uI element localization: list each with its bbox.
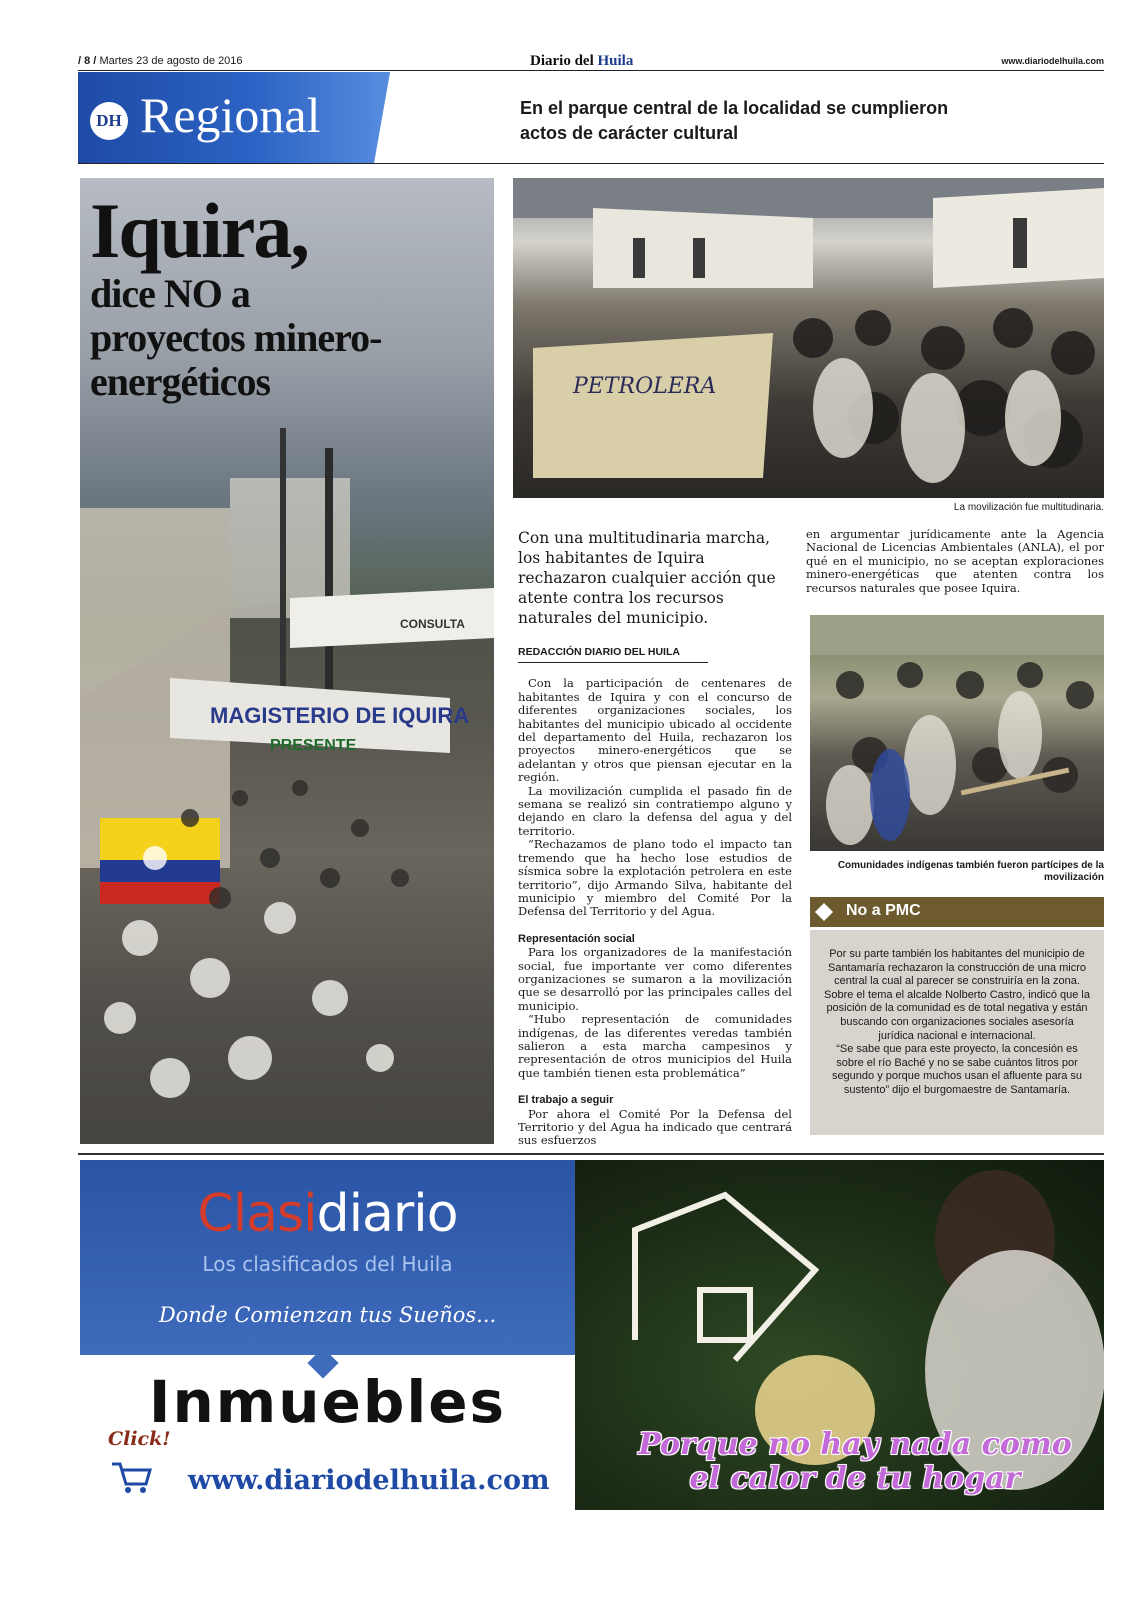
ad-blue-panel [80,1160,575,1355]
diamond-arrow-icon [815,903,833,921]
headline-line4: energéticos [90,359,271,404]
header-divider [78,163,1104,164]
byline: REDACCIÓN DIARIO DEL HUILA [518,646,708,663]
ad-divider [78,1153,1104,1155]
article-paragraph: “Rechazamos de plano todo el impacto tan tremendo que ha hecho lose estudios de sísmica sobre la explotación petrolera en este territorio”, dijo Armando Silva, habitante del municipio y miembro del Comité Por la Defensa del Territorio y del Agua. [518,837,792,919]
headline [90,187,382,404]
march-crowd-photo [513,178,1104,498]
article-paragraph: Para los organizadores de la manifestación social, fue importante ver como diferentes organizaciones se sumaron a la movilización que se desarrolló por las principales calles del municipio. [518,945,792,1013]
ad-brand-red: Clasi [197,1184,317,1244]
ad-tagline: Los clasificados del Huila [202,1252,453,1276]
crowd-illustration [513,178,1104,498]
masthead-first: Diario del [530,53,594,69]
article-column-2 [806,528,1104,595]
indigenous-illustration [810,615,1104,851]
headline-line2: dice NO a [90,271,250,316]
sidebar-title: No a PMC [846,902,921,919]
indigenous-communities-photo [810,615,1104,851]
sidebar-header [810,897,1104,927]
shopping-cart-icon[interactable] [110,1460,154,1496]
article-paragraph: Por ahora el Comité Por la Defensa del Territorio y del Agua ha indicado que centrará sus esfuerzos [518,1106,792,1148]
clasidiario-ad[interactable] [80,1160,1104,1510]
section-title: Regional [140,87,321,143]
folio: / 8 / Martes 23 de agosto de 2016 [78,55,243,67]
headline-line1: Iquira, [90,187,308,274]
ad-brand [80,1184,575,1244]
masthead-second: Huila [597,53,634,69]
page-number: 8 [84,55,91,67]
main-photo [80,178,494,1144]
sidebar-body [810,930,1104,1135]
section-band [78,72,398,164]
ad-claim: Porque no hay nada como el calor de tu hogar [638,1427,1072,1496]
banner-presente: PRESENTE [270,737,357,754]
photo-caption-march: La movilización fue multitudinaria. [953,502,1104,513]
issue-date: Martes 23 de agosto de 2016 [99,55,243,67]
headline-line3: proyectos minero- [90,315,382,360]
ad-website-link[interactable]: www.diariodelhuila.com [188,1465,550,1496]
subhead-trabajo: El trabajo a seguir [518,1094,614,1107]
masthead [530,53,633,70]
sidebar-paragraph: “Se sabe que para este proyecto, la concesión es sobre el río Baché y no se sabe cuántos litros por segundo y porque muchos usan el afluente para su sustento” dijo el burgomaestre de Santamaría. [831,1043,1083,1096]
banner-consulta: CONSULTA [400,617,465,631]
ad-product-title: Inmuebles [148,1368,507,1436]
section-subtitle: En el parque central de la localidad se cumplieron actos de carácter cultural [520,98,949,143]
photo-caption-indigenous: Comunidades indígenas también fueron partícipes de la movilización [837,860,1104,883]
dh-logo: DH [90,102,128,140]
subhead-representacion: Representación social [518,932,635,945]
ad-slogan: Donde Comienzan tus Sueños... [158,1303,497,1327]
article-paragraph: en argumentar jurídicamente ante la Agencia Nacional de Licencias Ambientales (ANLA), el por qué en el municipio, no se aceptan exploraciones minero-energéticas que atenten contra los recursos naturales que posee Iquira. [806,527,1104,595]
article-paragraph: La movilización cumplida el pasado fin de semana se realizó sin contratiempo alguno y dejando en claro la defensa del agua y del territorio. [518,783,792,838]
article-column-1 [518,528,792,1148]
article-paragraph: “Hubo representación de comunidades indígenas, de las diferentes veredas también salieron a esta marcha campesinos y representación de otros municipios del Huila que también tienen esta problemática” [518,1012,792,1080]
ad-brand-white: diario [316,1184,458,1244]
ad-click-label[interactable]: Click! [108,1428,171,1450]
protest-sign: PETROLERA [573,374,717,399]
website-link[interactable]: www.diariodelhuila.com [1001,56,1104,66]
ad-left-panel [80,1160,575,1510]
article-paragraph: Con la participación de centenares de habitantes de Iquira y con el concurso de diferentes organizaciones sociales, los habitantes del municipio ubicado al occidente del departamento del Huila, rechazaron los proyectos minero-energéticos que se adelantan y otros que piensan ejecutar en la región. [518,676,792,785]
sidebar-paragraph: Por su parte también los habitantes del municipio de Santamaría rechazaron la construcción de una micro central la cual al parecer se construiría en la zona. Sobre el tema el alcalde Nolberto Castro, indicó que la posición de la comunidad es de total negativa y están buscando con organizaciones sociales asesoría jurídica nacional e internacional. [824,948,1090,1042]
top-bar [78,55,1104,71]
article-lead: Con una multitudinaria marcha, los habitantes de Iquira rechazaron cualquier acción que atente contra los recursos naturales del municipio. [518,529,776,627]
banner-magisterio: MAGISTERIO DE IQUIRA [210,703,470,728]
